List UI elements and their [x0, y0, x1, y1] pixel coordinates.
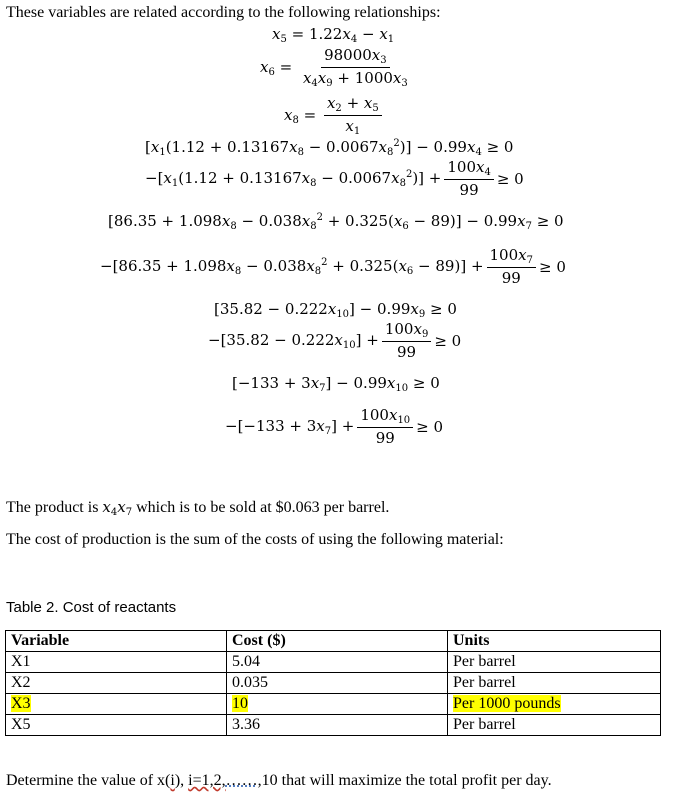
cell-cost: 0.035 [227, 673, 448, 694]
constraint-4: $-[86.35 + 1.098x_8 - 0.038x_8^2 + 0.325(x_6 - 89)]$ + $\frac{100x_7}{99}$ ≥ 0 [100, 246, 566, 287]
table-row [6, 673, 661, 694]
equation-x8: $x_8$ = $\frac{x_2 + x_5}{x_1}$ [284, 94, 385, 137]
constraint-7: $[-133 + 3x_7] - 0.99x_{10} \ge 0$ [232, 374, 440, 394]
cost-table [5, 630, 661, 736]
cell-units: Per barrel [448, 715, 661, 736]
header-units: Units [448, 631, 661, 652]
final-text: Determine the value of x(i), i=1,2,……,10 that will maximize the total profit per day. [6, 772, 552, 789]
cell-units: Per barrel [448, 652, 661, 673]
header-variable: Variable [6, 631, 227, 652]
table-caption: Table 2. Cost of reactants [6, 599, 177, 616]
cell-variable: X1 [6, 652, 227, 673]
cell-units: Per 1000 pounds [448, 694, 661, 715]
cell-units: Per barrel [448, 673, 661, 694]
table-row [6, 652, 661, 673]
constraint-5: $[35.82 - 0.222x_{10}] - 0.99x_9 \ge 0$ [214, 300, 457, 320]
constraint-8: $-[-133 + 3x_7]$ + $\frac{100x_{10}}{99}$ ≥ 0 [225, 406, 444, 447]
cell-cost: 10 [227, 694, 448, 715]
constraint-3: $[86.35 + 1.098x_8 - 0.038x_8^2 + 0.325(x_6 - 89)] - 0.99x_7 \ge 0$ [108, 212, 564, 232]
cost-intro-text: The cost of production is the sum of the costs of using the following material: [6, 531, 504, 548]
table-row-highlighted [6, 694, 661, 715]
equation-x5: $x_5 = 1.22x_4 - x_1$ [272, 25, 395, 45]
intro-text: These variables are related according to the following relationships: [6, 4, 441, 21]
cell-cost: 5.04 [227, 652, 448, 673]
constraint-2: $-[x_1(1.12 + 0.13167x_8 - 0.0067x_8^2)]$ + $\frac{100x_4}{99}$ ≥ 0 [145, 158, 524, 199]
table-row [6, 715, 661, 736]
table-header-row [6, 631, 661, 652]
cell-variable: X2 [6, 673, 227, 694]
constraint-1: $[x_1(1.12 + 0.13167x_8 - 0.0067x_8^2)] - 0.99x_4 \ge 0$ [145, 138, 514, 158]
product-text: The product is $x_4x_7$ which is to be sold at $0.063 per barrel. [6, 498, 390, 518]
cell-cost: 3.36 [227, 715, 448, 736]
equation-x6: $x_6$ = $\frac{98000x_3}{x_4x_9 + 1000x_3}$ [260, 46, 408, 89]
cell-variable: X5 [6, 715, 227, 736]
constraint-6: $-[35.82 - 0.222x_{10}]$ + $\frac{100x_9}{99}$ ≥ 0 [208, 320, 462, 361]
cell-variable: X3 [6, 694, 227, 715]
header-cost: Cost ($) [227, 631, 448, 652]
